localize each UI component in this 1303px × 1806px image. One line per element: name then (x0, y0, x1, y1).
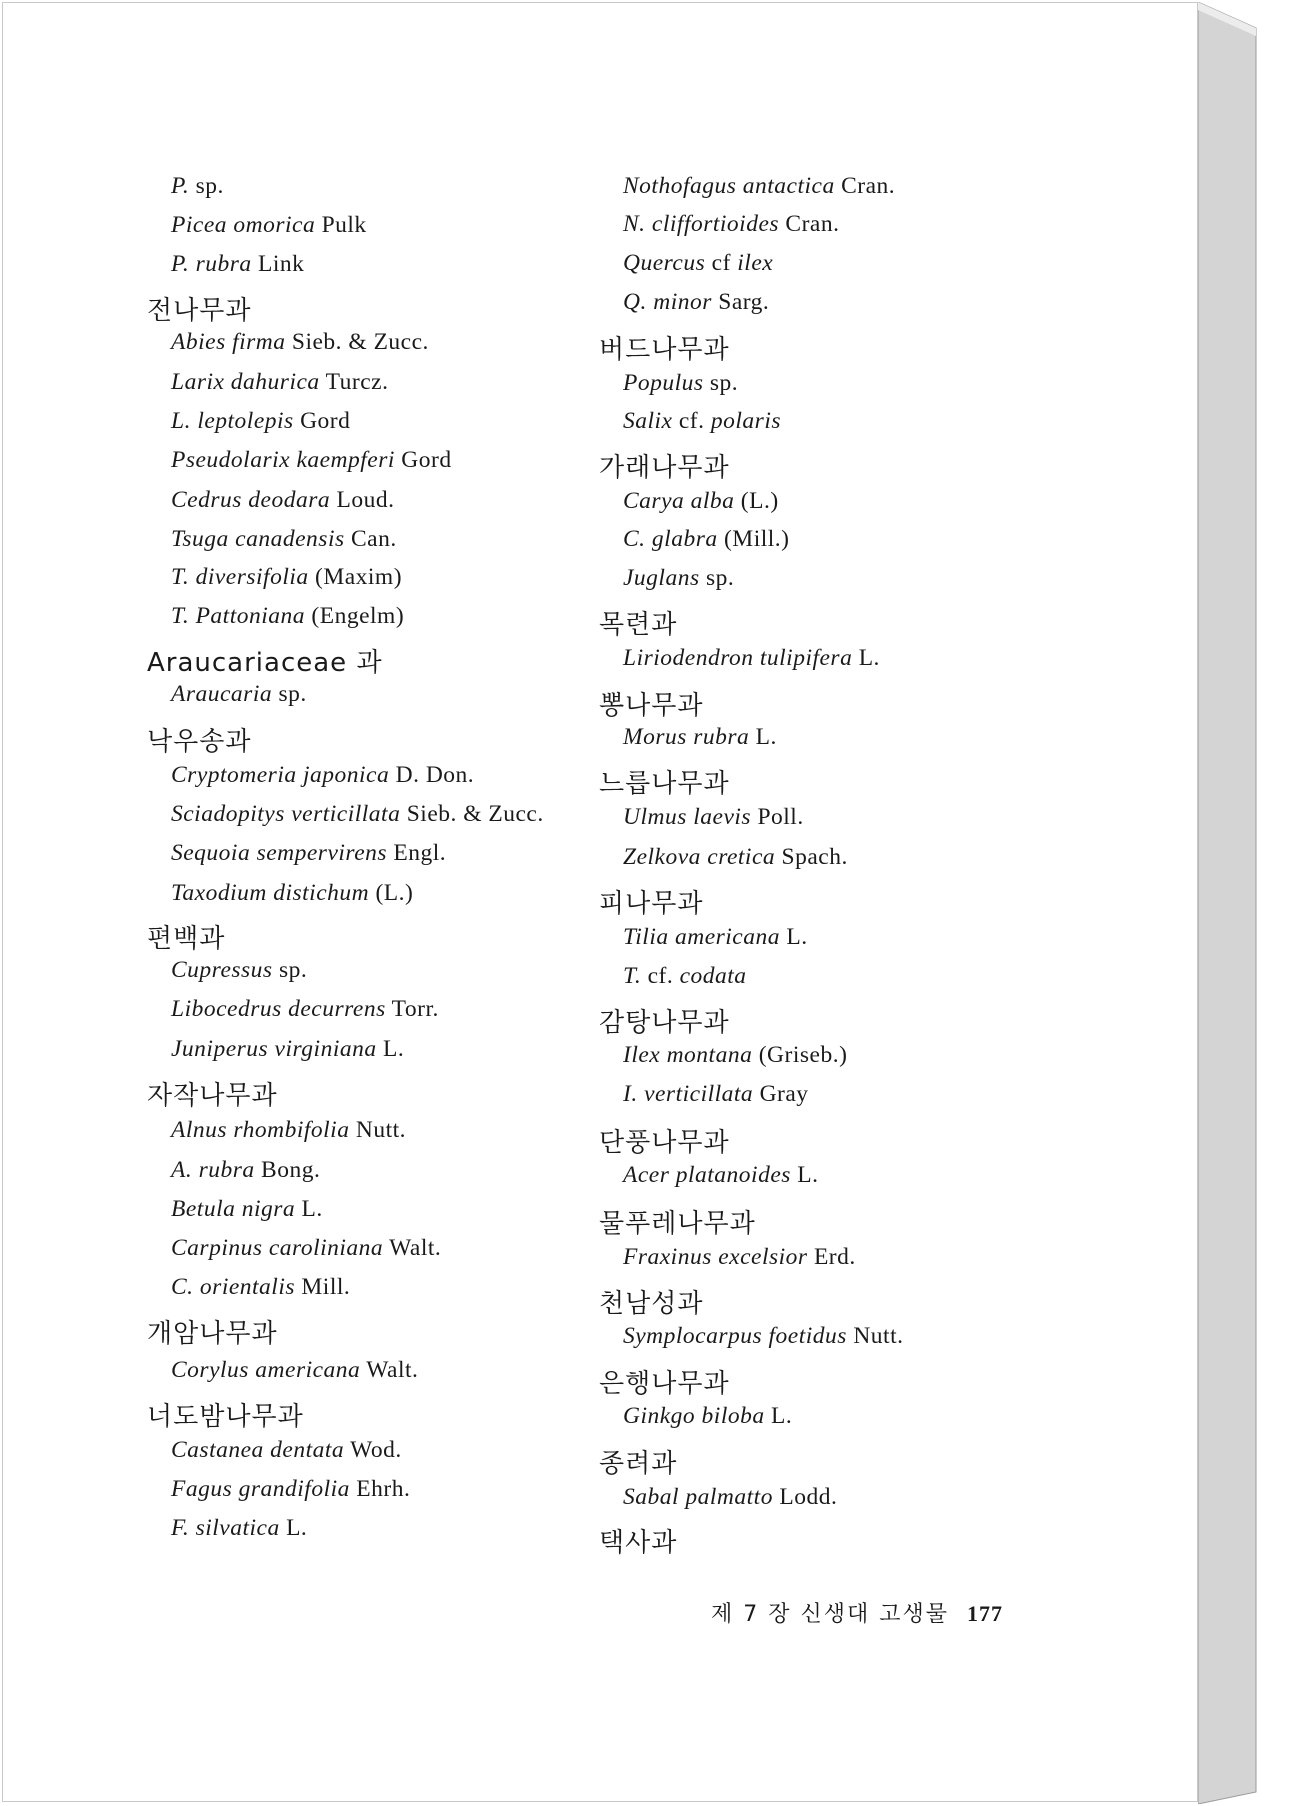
book-edge-shape (1198, 2, 1303, 1804)
author-citation: (Engelm) (305, 603, 405, 629)
author-citation: cf. (672, 408, 711, 434)
species-name: T. diversifolia (171, 564, 309, 590)
author-citation: L. (852, 645, 880, 671)
species-entry (171, 603, 404, 630)
author-citation: Walt. (360, 1357, 419, 1383)
species-name: Alnus rhombifolia (171, 1117, 350, 1143)
author-citation: D. Don. (389, 762, 475, 788)
species-name: Abies firma (171, 329, 286, 355)
author-citation: Bong. (254, 1157, 321, 1183)
species-entry (623, 924, 808, 951)
species-name: Morus rubra (623, 724, 750, 750)
family-heading: 단풍나무과 (599, 1128, 730, 1158)
family-heading: 목련과 (599, 610, 678, 640)
author-citation: sp. (699, 565, 735, 591)
species-entry (171, 840, 446, 867)
species-name: Tilia americana (623, 924, 780, 950)
species-entry (623, 645, 880, 672)
species-entry (623, 963, 747, 990)
species-name: Cryptomeria japonica (171, 762, 390, 788)
species-epithet: ilex (737, 250, 774, 276)
author-citation: Nutt. (846, 1323, 904, 1349)
species-entry (623, 370, 738, 397)
species-entry (623, 1081, 809, 1108)
author-citation: Torr. (385, 996, 439, 1022)
species-entry (171, 801, 544, 828)
family-heading: 택사과 (599, 1528, 678, 1558)
species-entry (171, 880, 413, 907)
species-entry (623, 844, 848, 871)
species-name: P. (171, 173, 190, 199)
species-name: Larix dahurica (171, 369, 320, 395)
family-heading: 감탕나무과 (599, 1008, 730, 1038)
species-entry (171, 1036, 404, 1063)
author-citation: Ehrh. (349, 1476, 411, 1502)
family-heading: 피나무과 (599, 889, 704, 919)
species-name: Fagus grandifolia (171, 1476, 350, 1502)
species-name: Sabal palmatto (623, 1484, 773, 1510)
species-name: Populus (623, 370, 704, 396)
author-citation: Link (251, 251, 305, 277)
species-name: Juglans (623, 565, 700, 591)
species-entry (623, 1323, 903, 1350)
species-entry (171, 762, 474, 789)
author-citation: (Maxim) (308, 564, 403, 590)
author-citation: L. (295, 1196, 323, 1222)
family-heading: 전나무과 (147, 296, 252, 326)
family-heading: 개암나무과 (147, 1319, 278, 1349)
author-citation: (L.) (369, 880, 414, 906)
family-heading: 천남성과 (599, 1289, 704, 1319)
species-name: P. rubra (171, 251, 252, 277)
author-citation: Poll. (751, 804, 804, 830)
author-citation: L. (376, 1036, 405, 1062)
species-entry (623, 173, 895, 200)
species-name: Sciadopitys verticillata (171, 801, 401, 827)
species-entry (623, 1162, 819, 1189)
species-name: Liriodendron tulipifera (623, 645, 853, 671)
author-citation: Cran. (834, 173, 896, 199)
family-heading: 편백과 (147, 924, 226, 954)
author-citation: Mill. (295, 1274, 351, 1300)
author-citation: L. (780, 924, 808, 950)
species-entry (171, 681, 307, 708)
chapter-title: 제 7 장 신생대 고생물 (711, 1602, 949, 1627)
family-heading: 가래나무과 (599, 453, 730, 483)
species-name: Symplocarpus foetidus (623, 1323, 847, 1349)
author-citation: Loud. (330, 487, 395, 513)
species-entry (623, 526, 790, 553)
species-name: Ilex montana (623, 1042, 753, 1068)
species-name: Carpinus caroliniana (171, 1235, 384, 1261)
species-entry (171, 212, 367, 239)
species-name: Salix (623, 408, 673, 434)
species-entry (171, 329, 429, 356)
species-name: Picea omorica (171, 212, 316, 238)
author-citation: sp. (272, 681, 307, 707)
author-citation: Erd. (807, 1244, 856, 1270)
family-heading: 버드나무과 (599, 335, 730, 365)
species-name: Libocedrus decurrens (171, 996, 386, 1022)
author-citation: sp. (189, 173, 224, 199)
species-name: Betula nigra (171, 1196, 296, 1222)
species-name: Quercus (623, 250, 706, 276)
species-entry (171, 408, 350, 435)
species-entry (623, 289, 769, 316)
species-name: N. cliffortioides (623, 211, 780, 237)
species-epithet: codata (679, 963, 747, 989)
page-footer (711, 1597, 1003, 1628)
species-entry (171, 1117, 406, 1144)
species-entry (623, 250, 773, 277)
species-name: Taxodium distichum (171, 880, 370, 906)
book-page (2, 2, 1198, 1802)
author-citation: Gord (394, 447, 452, 473)
species-entry (171, 1357, 418, 1384)
family-heading: 낙우송과 (147, 727, 252, 757)
author-citation: Walt. (383, 1235, 442, 1261)
species-name: Carya alba (623, 488, 735, 514)
author-citation: L. (749, 724, 777, 750)
author-citation: Cran. (779, 211, 840, 237)
family-heading: 느릅나무과 (599, 769, 730, 799)
species-name: C. glabra (623, 526, 718, 552)
author-citation: (Mill.) (717, 526, 790, 552)
author-citation: Gord (293, 408, 351, 434)
species-name: Ulmus laevis (623, 804, 752, 830)
author-citation: Turcz. (319, 369, 389, 395)
author-citation: Wod. (344, 1437, 402, 1463)
species-name: Q. minor (623, 289, 712, 315)
author-citation: Sarg. (711, 289, 770, 315)
species-name: Corylus americana (171, 1357, 361, 1383)
author-citation: Pulk (315, 212, 367, 238)
species-entry (171, 487, 394, 514)
species-name: Ginkgo biloba (623, 1403, 765, 1429)
species-entry (171, 996, 439, 1023)
species-entry (623, 408, 781, 435)
author-citation: Can. (344, 526, 397, 552)
species-name: Tsuga canadensis (171, 526, 345, 552)
species-name: I. verticillata (623, 1081, 754, 1107)
page-number: 177 (967, 1601, 1003, 1626)
species-entry (171, 1515, 307, 1542)
author-citation: cf (705, 250, 738, 276)
author-citation: cf. (641, 963, 680, 989)
family-heading: 물푸레나무과 (599, 1209, 756, 1239)
species-entry (623, 565, 734, 592)
species-entry (623, 804, 804, 831)
species-name: C. orientalis (171, 1274, 296, 1300)
species-entry (171, 173, 224, 200)
species-name: F. silvatica (171, 1515, 280, 1541)
author-citation: Gray (753, 1081, 809, 1107)
species-entry (171, 447, 452, 474)
species-name: Nothofagus antactica (623, 173, 835, 199)
species-entry (171, 1437, 402, 1464)
family-heading: 종려과 (599, 1449, 678, 1479)
species-entry (623, 211, 839, 238)
species-entry (171, 251, 304, 278)
species-name: Castanea dentata (171, 1437, 345, 1463)
species-entry (171, 1274, 350, 1301)
species-entry (171, 957, 307, 984)
author-citation: sp. (703, 370, 739, 396)
family-heading: 은행나무과 (599, 1369, 730, 1399)
author-citation: (Griseb.) (752, 1042, 848, 1068)
species-entry (623, 724, 777, 751)
species-name: A. rubra (171, 1157, 255, 1183)
family-heading: 너도밤나무과 (147, 1402, 304, 1432)
species-name: T. Pattoniana (171, 603, 306, 629)
species-name: Araucaria (171, 681, 273, 707)
species-entry (623, 488, 779, 515)
family-heading: 뽕나무과 (599, 691, 704, 721)
species-name: T. (623, 963, 642, 989)
species-entry (171, 1157, 320, 1184)
species-entry (623, 1403, 792, 1430)
species-name: Cedrus deodara (171, 487, 331, 513)
family-heading: 자작나무과 (147, 1081, 278, 1111)
author-citation: L. (764, 1403, 793, 1429)
species-entry (623, 1042, 847, 1069)
author-citation: Sieb. & Zucc. (400, 801, 544, 827)
species-name: L. leptolepis (171, 408, 294, 434)
author-citation: Engl. (387, 840, 447, 866)
author-citation: Spach. (775, 844, 848, 870)
species-name: Pseudolarix kaempferi (171, 447, 395, 473)
species-name: Acer platanoides (623, 1162, 791, 1188)
author-citation: (L.) (734, 488, 779, 514)
species-epithet: polaris (710, 408, 781, 434)
species-entry (171, 1196, 323, 1223)
species-entry (623, 1484, 837, 1511)
author-citation: L. (279, 1515, 308, 1541)
author-citation: Sieb. & Zucc. (285, 329, 429, 355)
species-name: Juniperus virginiana (171, 1036, 377, 1062)
species-entry (171, 1235, 441, 1262)
species-name: Cupressus (171, 957, 273, 983)
family-heading: Araucariaceae 과 (147, 648, 383, 678)
species-name: Fraxinus excelsior (623, 1244, 808, 1270)
author-citation: Lodd. (772, 1484, 838, 1510)
species-entry (171, 369, 388, 396)
species-name: Sequoia sempervirens (171, 840, 388, 866)
author-citation: Nutt. (349, 1117, 406, 1143)
species-entry (171, 564, 402, 591)
species-entry (171, 526, 397, 553)
author-citation: L. (790, 1162, 819, 1188)
species-name: Zelkova cretica (623, 844, 776, 870)
book-spine-edge (1198, 2, 1303, 1804)
species-entry (171, 1476, 410, 1503)
species-entry (623, 1244, 856, 1271)
author-citation: sp. (272, 957, 308, 983)
